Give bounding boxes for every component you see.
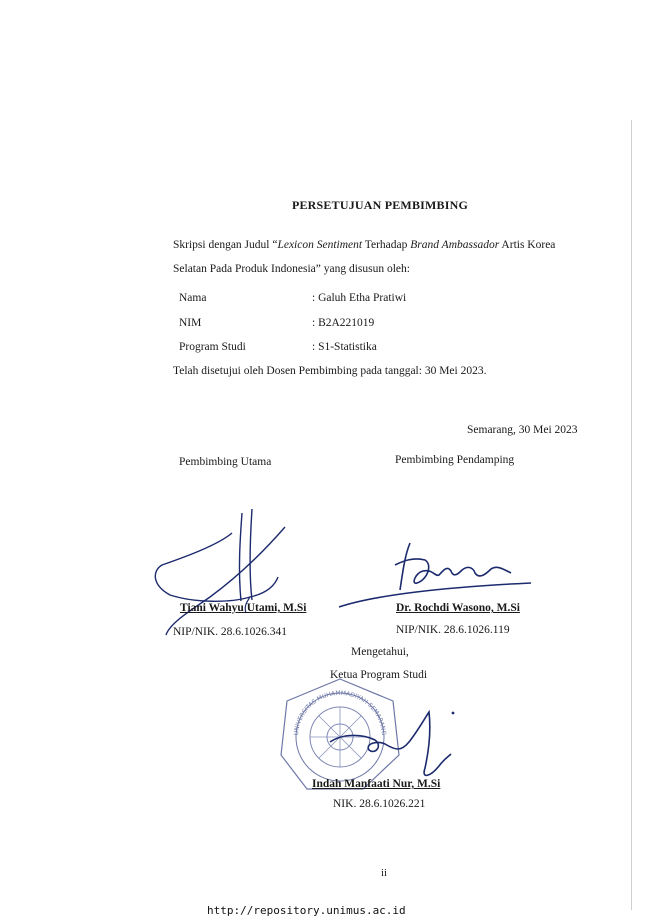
supervisor-co-id: NIP/NIK. 28.6.1026.119	[396, 624, 510, 636]
head-id: NIK. 28.6.1026.221	[333, 798, 426, 810]
student-value-name: : Galuh Etha Pratiwi	[312, 292, 407, 304]
intro-line-2: Selatan Pada Produk Indonesia” yang disusun oleh:	[173, 263, 410, 275]
supervisor-main-name: Tiani Wahyu Utami, M.Si	[180, 602, 307, 614]
footer-url: http://repository.unimus.ac.id	[207, 904, 406, 917]
head-role: Ketua Program Studi	[330, 669, 428, 681]
student-value-nim: : B2A221019	[312, 317, 375, 329]
intro-text-2: Terhadap	[362, 239, 411, 251]
supervisor-main-signature	[150, 505, 300, 640]
intro-italic-1: Lexicon Sentiment	[277, 239, 363, 251]
page-number: ii	[381, 867, 388, 879]
supervisor-main-id: NIP/NIK. 28.6.1026.341	[173, 626, 288, 638]
supervisor-co-name: Dr. Rochdi Wasono, M.Si	[396, 602, 520, 614]
head-signature	[325, 710, 465, 785]
intro-text-1: Skripsi dengan Judul “	[173, 239, 278, 251]
page-title: PERSETUJUAN PEMBIMBING	[291, 198, 469, 212]
supervisor-co-role: Pembimbing Pendamping	[395, 454, 515, 466]
intro-line-1	[173, 238, 555, 252]
stamp-text: UNIVERSITAS MUHAMMADIYAH SEMARANG	[292, 689, 388, 736]
student-value-program: : S1-Statistika	[312, 341, 377, 353]
student-label-nim: NIM	[179, 317, 202, 329]
acknowledged-label: Mengetahui,	[351, 646, 409, 658]
head-name: Indah Manfaati Nur, M.Si	[312, 778, 441, 790]
place-date: Semarang, 30 Mei 2023	[467, 424, 578, 436]
page-edge-line	[631, 120, 632, 910]
approval-text: Telah disetujui oleh Dosen Pembimbing pada tanggal: 30 Mei 2023.	[173, 365, 487, 377]
student-label-name: Nama	[179, 292, 207, 304]
intro-italic-2: Brand Ambassador	[410, 239, 500, 251]
student-label-program: Program Studi	[179, 341, 246, 353]
supervisor-main-role: Pembimbing Utama	[179, 456, 272, 468]
intro-text-3: Artis Korea	[499, 239, 556, 251]
